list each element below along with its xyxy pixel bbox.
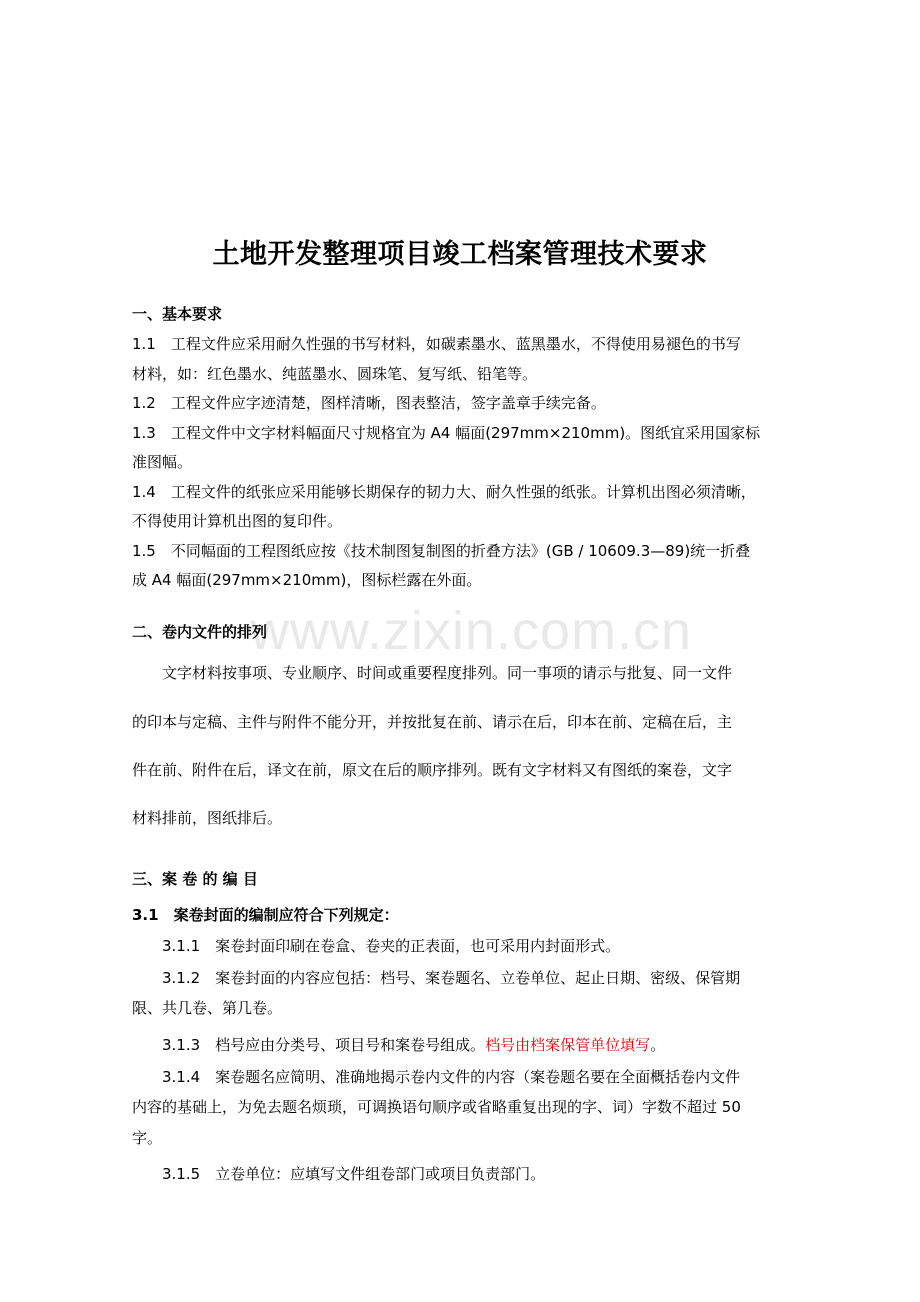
item-3-1-5: 3.1.5 立卷单位：应填写文件组卷部门或项目负责部门。 [132, 1165, 546, 1183]
item-1-5-line-1: 1.5 不同幅面的工程图纸应按《技术制图复制图的折叠方法》(GB / 10609.3—89)统一折叠 [132, 542, 751, 560]
item-3-1-3-highlight: 档号由档案保管单位填写 [485, 1036, 651, 1054]
watermark: www.zixin.com.cn [250, 601, 693, 661]
document-title: 土地开发整理项目竣工档案管理技术要求 [212, 239, 708, 270]
item-1-4-line-2: 不得使用计算机出图的复印件。 [132, 512, 343, 530]
section-2-para-line-1: 文字材料按事项、专业顺序、时间或重要程度排列。同一事项的请示与批复、同一文件 [132, 664, 733, 682]
item-3-1-3 [132, 1035, 665, 1055]
item-3-1-1: 3.1.1 案卷封面印刷在卷盒、卷夹的正表面，也可采用内封面形式。 [132, 937, 621, 955]
item-1-3-line-1: 1.3 工程文件中文字材料幅面尺寸规格宜为 A4 幅面(297mm×210mm)。图纸宜采用国家标 [132, 424, 761, 442]
item-3-1-3-text: 3.1.3 档号应由分类号、项目号和案卷号组成。 [132, 1036, 486, 1054]
item-3-1-2-line-2: 限、共几卷、第几卷。 [132, 999, 283, 1017]
item-1-1-line-2: 材料，如：红色墨水、纯蓝墨水、圆珠笔、复写纸、铅笔等。 [132, 365, 538, 383]
section-3-heading: 三、案 卷 的 编 目 [132, 870, 258, 888]
item-1-1-line-1: 1.1 工程文件应采用耐久性强的书写材料，如碳素墨水、蓝黑墨水，不得使用易褪色的书写 [132, 335, 741, 353]
item-3-1-4-line-3: 字。 [132, 1129, 163, 1147]
section-2-para-line-3: 件在前、附件在后，译文在前，原文在后的顺序排列。既有文字材料又有图纸的案卷，文字 [132, 761, 733, 779]
item-1-2-line-1: 1.2 工程文件应字迹清楚，图样清晰，图表整洁，签字盖章手续完备。 [132, 394, 606, 412]
section-3-1-heading: 3.1 案卷封面的编制应符合下列规定： [132, 906, 399, 924]
section-2-heading: 二、卷内文件的排列 [132, 623, 268, 641]
item-1-4-line-1: 1.4 工程文件的纸张应采用能够长期保存的韧力大、耐久性强的纸张。计算机出图必须清晰， [132, 483, 756, 501]
item-3-1-4-line-2: 内容的基础上，为免去题名烦琐，可调换语句顺序或省略重复出现的字、词）字数不超过 50 [132, 1098, 741, 1116]
section-2-para-line-2: 的印本与定稿、主件与附件不能分开，并按批复在前、请示在后，印本在前、定稿在后，主 [132, 713, 733, 731]
section-2-para-line-4: 材料排前，图纸排后。 [132, 809, 283, 827]
item-3-1-3-end: 。 [650, 1036, 666, 1054]
item-3-1-4-line-1: 3.1.4 案卷题名应简明、准确地揭示卷内文件的内容（案卷题名要在全面概括卷内文件 [132, 1068, 741, 1086]
item-1-5-line-2: 成 A4 幅面(297mm×210mm)，图标栏露在外面。 [132, 571, 482, 589]
item-1-3-line-2: 准图幅。 [132, 453, 193, 471]
item-3-1-2-line-1: 3.1.2 案卷封面的内容应包括：档号、案卷题名、立卷单位、起止日期、密级、保管期 [132, 969, 741, 987]
section-1-heading: 一、基本要求 [132, 305, 223, 323]
